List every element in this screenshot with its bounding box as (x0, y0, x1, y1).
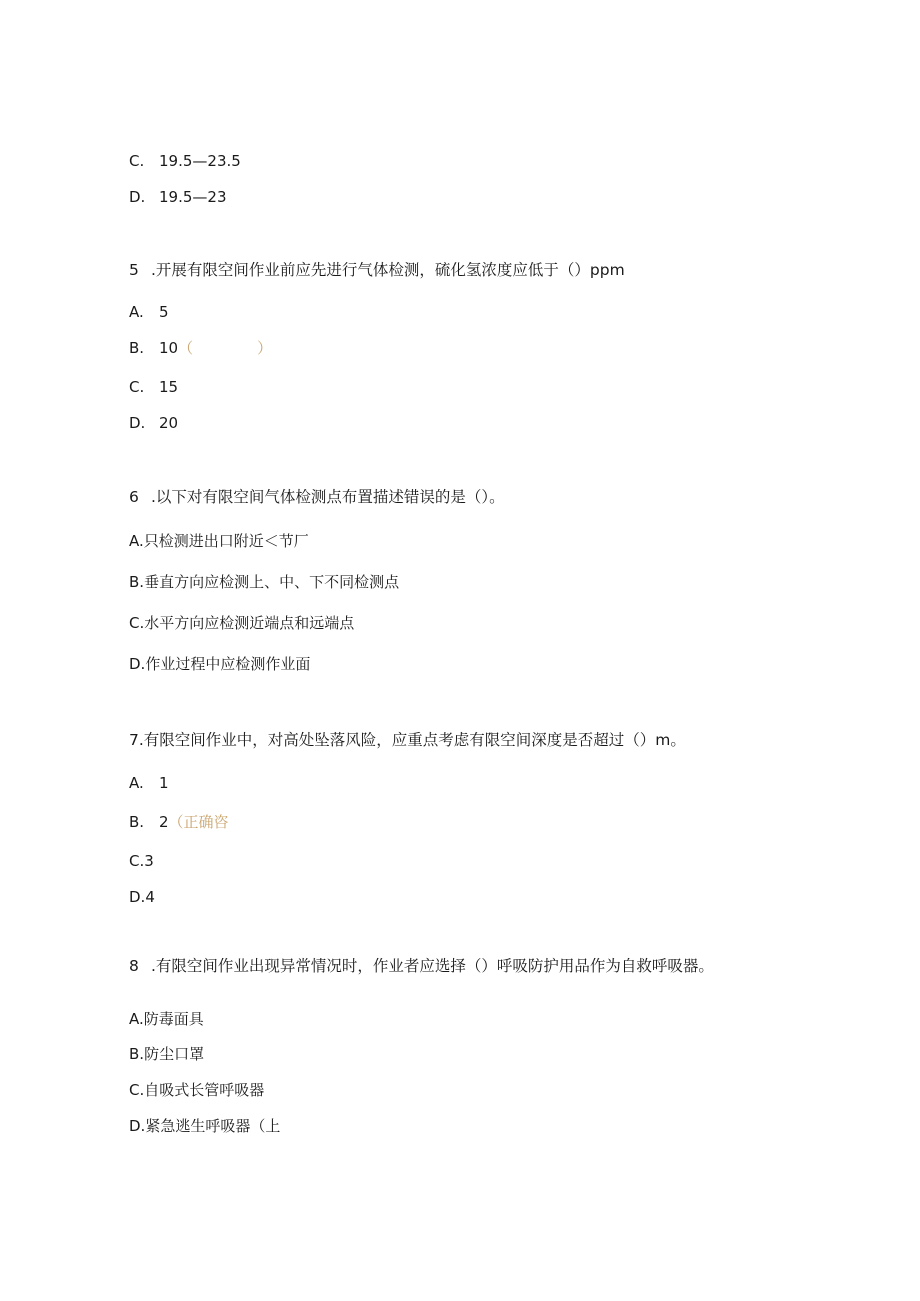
option-text: 19.5—23 (159, 188, 227, 206)
option-text: 作业过程中应检测作业面 (145, 655, 311, 673)
option-q5-d (129, 413, 178, 433)
question-text: .开展有限空间作业前应先进行气体检测，硫化氢浓度应低于（）ppm (151, 261, 625, 279)
option-q8-c (129, 1080, 264, 1100)
option-q7-c (129, 851, 154, 871)
option-label: C. (129, 614, 145, 632)
option-q4-d (129, 187, 227, 207)
option-q6-a (129, 531, 309, 551)
question-5 (129, 260, 625, 280)
option-label: B. (129, 813, 145, 831)
answer-mark: （正确咨 (168, 813, 229, 831)
option-q6-d (129, 654, 310, 674)
question-7 (129, 730, 686, 750)
question-8 (129, 956, 714, 976)
option-q7-d (129, 887, 155, 907)
option-label: A. (129, 1010, 144, 1028)
question-number: 5 (129, 261, 139, 279)
option-label: D. (129, 414, 146, 432)
option-q8-d (129, 1116, 280, 1136)
option-text: 20 (159, 414, 179, 432)
option-text: 水平方向应检测近端点和远端点 (144, 614, 355, 632)
option-text: 3 (144, 852, 154, 870)
option-label: A. (129, 303, 144, 321)
option-text: 紧急逃生呼吸器（上 (145, 1117, 281, 1135)
option-label: D. (129, 888, 146, 906)
option-label: B. (129, 573, 145, 591)
option-label: D. (129, 188, 146, 206)
option-q5-b (129, 338, 272, 358)
option-q8-a (129, 1009, 204, 1029)
question-number: 8 (129, 957, 139, 975)
option-q5-a (129, 302, 169, 322)
question-text: .有限空间作业出现异常情况时，作业者应选择（）呼吸防护用品作为自救呼吸器。 (151, 957, 714, 975)
option-text: 自吸式长管呼吸器 (144, 1081, 265, 1099)
option-text: 10 (159, 339, 179, 357)
option-text: 垂直方向应检测上、中、下不同检测点 (144, 573, 400, 591)
option-q7-b (129, 812, 229, 832)
option-q6-c (129, 613, 354, 633)
question-6 (129, 487, 505, 507)
option-q8-b (129, 1044, 204, 1064)
option-text: 15 (159, 378, 179, 396)
question-text: 7.有限空间作业中，对高处坠落风险，应重点考虑有限空间深度是否超过（）m。 (129, 731, 686, 749)
option-text: 19.5—23.5 (159, 152, 241, 170)
option-label: D. (129, 655, 146, 673)
option-label: A. (129, 532, 144, 550)
option-label: C. (129, 152, 145, 170)
question-number: 6 (129, 488, 139, 506)
option-q4-c (129, 151, 241, 171)
option-text: 5 (159, 303, 169, 321)
option-label: B. (129, 1045, 145, 1063)
option-text: 只检测进出口附近＜节厂 (143, 532, 309, 550)
option-label: C. (129, 1081, 145, 1099)
option-text: 防尘口罩 (144, 1045, 205, 1063)
question-text: .以下对有限空间气体检测点布置描述错误的是（）。 (151, 488, 505, 506)
option-label: C. (129, 852, 145, 870)
option-q7-a (129, 773, 169, 793)
option-text: 2 (159, 813, 169, 831)
option-label: C. (129, 378, 145, 396)
option-label: B. (129, 339, 145, 357)
answer-mark-close: ） (257, 339, 273, 357)
option-text: 防毒面具 (143, 1010, 204, 1028)
option-text: 1 (159, 774, 169, 792)
option-text: 4 (145, 888, 155, 906)
option-label: A. (129, 774, 144, 792)
option-label: D. (129, 1117, 146, 1135)
option-q5-c (129, 377, 178, 397)
option-q6-b (129, 572, 399, 592)
answer-mark-open: （ (178, 339, 194, 357)
